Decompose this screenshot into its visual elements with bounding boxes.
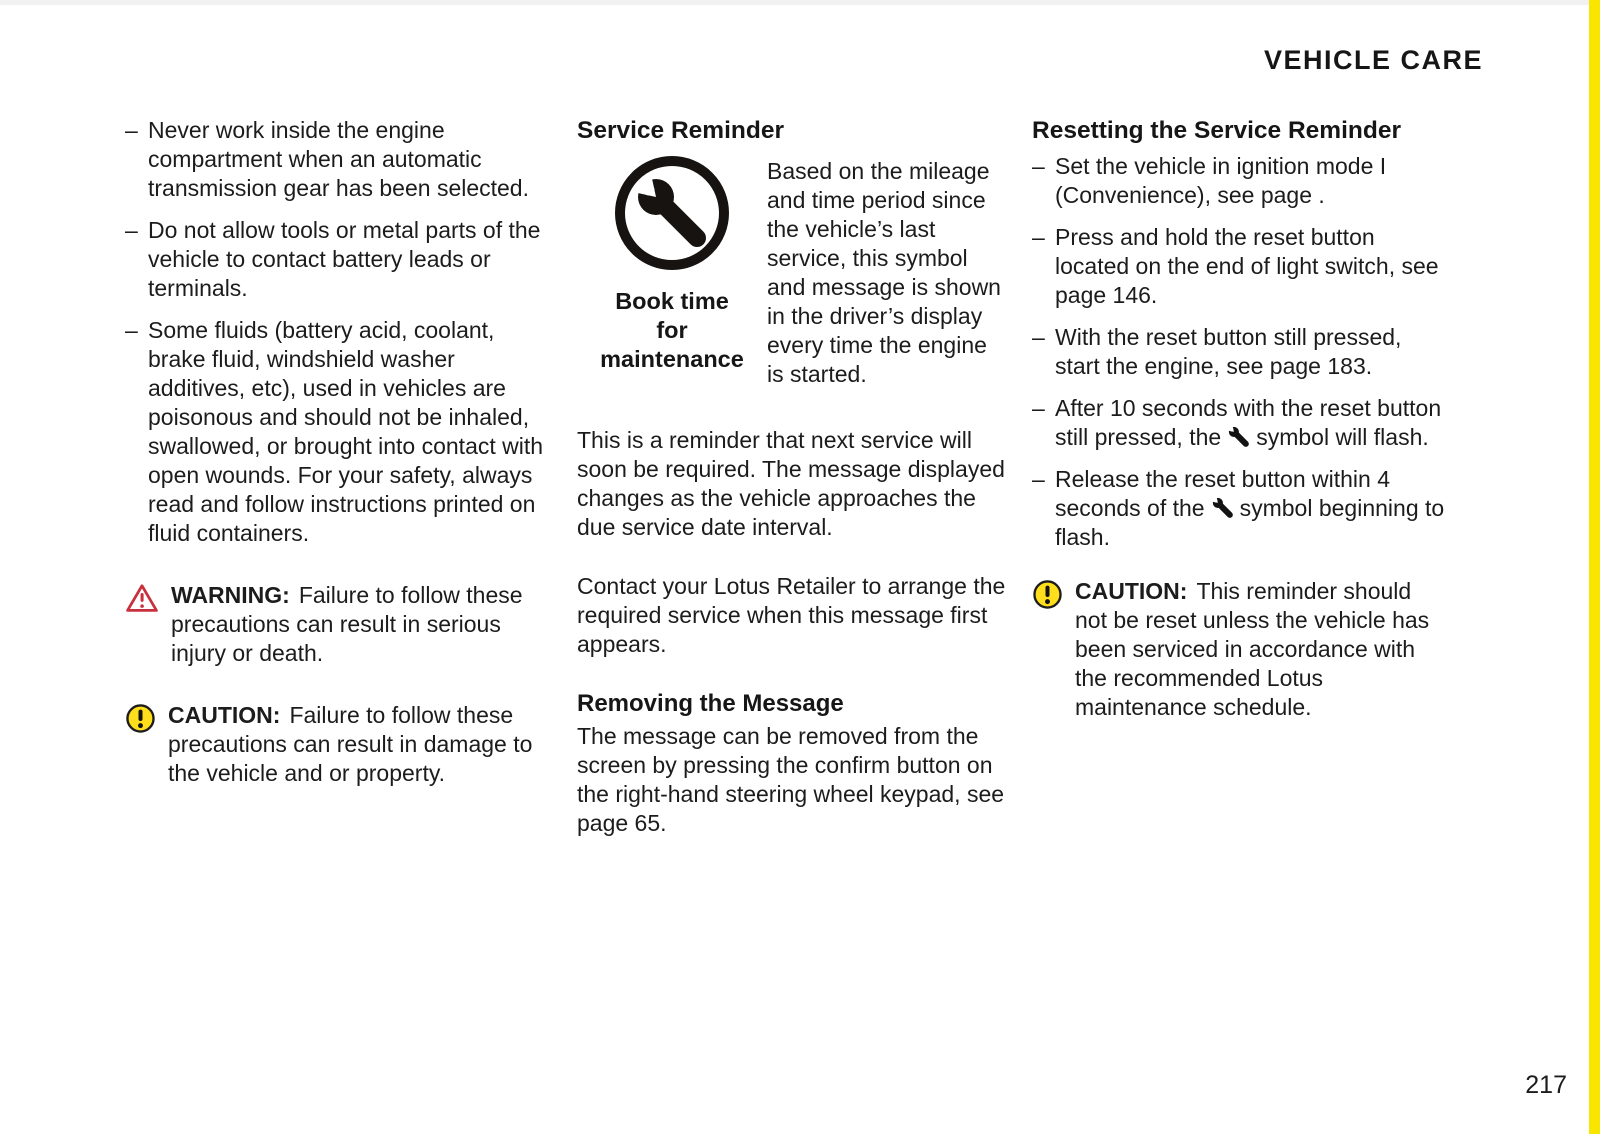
section-heading: Service Reminder	[577, 117, 784, 144]
icon-caption	[600, 287, 744, 374]
paragraph: The message can be removed from the screen by pressing the confirm button on the right-hand steering wheel keypad, see page 65.	[577, 723, 1005, 836]
bullet-dash: –	[1032, 224, 1045, 250]
list-item	[1032, 323, 1445, 381]
list-item	[1032, 223, 1445, 310]
paragraph: This is a reminder that next service will soon be required. The message displayed changes as the vehicle approaches the due service date interval.	[577, 427, 1005, 540]
service-reminder-figure-row	[577, 152, 1009, 389]
warning-notice	[125, 581, 550, 668]
top-edge-strip	[0, 0, 1600, 5]
bullet-text: Set the vehicle in ignition mode I (Convenience), see page .	[1055, 153, 1387, 208]
bullet-text: Release the reset button within 4 seconds of the symbol beginning to flash.	[1055, 466, 1445, 550]
list-item	[1032, 465, 1445, 552]
bullet-text: With the reset button still pressed, start the engine, see page 183.	[1055, 324, 1402, 379]
bullet-text: Do not allow tools or metal parts of the vehicle to contact battery leads or terminals.	[148, 217, 541, 301]
subsection-heading: Removing the Message	[577, 690, 844, 717]
caution-notice	[1032, 577, 1445, 722]
list-item	[125, 216, 550, 303]
caution-circle-icon	[125, 703, 156, 741]
caution-text: CAUTION: This reminder should not be reset unless the vehicle has been serviced in accordance with the recommended Lotus maintenance schedule.	[1075, 578, 1430, 720]
intro-paragraph: Based on the mileage and time period since the vehicle’s last service, this symbol and message is shown in the driver’s display every time the engine is started.	[767, 158, 1001, 387]
paragraph: Contact your Lotus Retailer to arrange the required service when this message first appears.	[577, 573, 1006, 657]
reset-steps-list	[1032, 152, 1445, 552]
list-item	[1032, 394, 1445, 452]
page-number: 217	[1525, 1071, 1567, 1099]
left-column	[125, 116, 550, 788]
warning-label: WARNING:	[171, 582, 290, 608]
warning-triangle-icon	[125, 583, 159, 621]
bullet-text: Never work inside the engine compartment when an automatic transmission gear has been selected.	[148, 117, 529, 201]
section-heading: Resetting the Service Reminder	[1032, 117, 1401, 144]
caution-text: CAUTION: Failure to follow these precautions can result in damage to the vehicle and or property.	[168, 702, 533, 786]
caution-circle-icon	[1032, 579, 1063, 617]
wrench-icon	[1211, 496, 1234, 519]
icon-caption-line: Book time	[615, 288, 729, 314]
bullet-dash: –	[125, 317, 138, 343]
bullet-text: After 10 seconds with the reset button still pressed, the symbol will flash.	[1055, 395, 1442, 450]
page-title: VEHICLE CARE	[1263, 45, 1483, 75]
middle-column	[577, 117, 1009, 838]
bullet-dash: –	[1032, 153, 1045, 179]
bullet-dash: –	[1032, 466, 1045, 492]
caution-label: CAUTION:	[168, 702, 281, 728]
bullet-dash: –	[125, 217, 138, 243]
right-column	[1032, 117, 1445, 722]
bullet-text: Press and hold the reset button located on the end of light switch, see page 146.	[1055, 224, 1439, 308]
warning-text: WARNING: Failure to follow these precautions can result in serious injury or death.	[171, 582, 523, 666]
list-item	[125, 316, 550, 548]
list-item	[125, 116, 550, 203]
safety-bullet-list	[125, 116, 550, 548]
bullet-text: Some fluids (battery acid, coolant, brake fluid, windshield washer additives, etc), used in vehicles are poisonous and should not be inhaled, swallowed, or brought into contact with open wounds. For your safety, always read and follow instructions printed on fluid containers.	[148, 317, 544, 546]
wrench-icon	[1227, 425, 1250, 448]
bullet-dash: –	[125, 117, 138, 143]
caution-label: CAUTION:	[1075, 578, 1188, 604]
service-reminder-figure	[587, 152, 757, 389]
caution-notice	[125, 701, 550, 788]
icon-caption-line: for	[656, 317, 688, 343]
service-reminder-wrench-icon	[611, 152, 733, 274]
yellow-accent-bar	[1589, 0, 1600, 1134]
bullet-dash: –	[1032, 395, 1045, 421]
icon-caption-line: maintenance	[600, 346, 744, 372]
bullet-dash: –	[1032, 324, 1045, 350]
list-item	[1032, 152, 1445, 210]
